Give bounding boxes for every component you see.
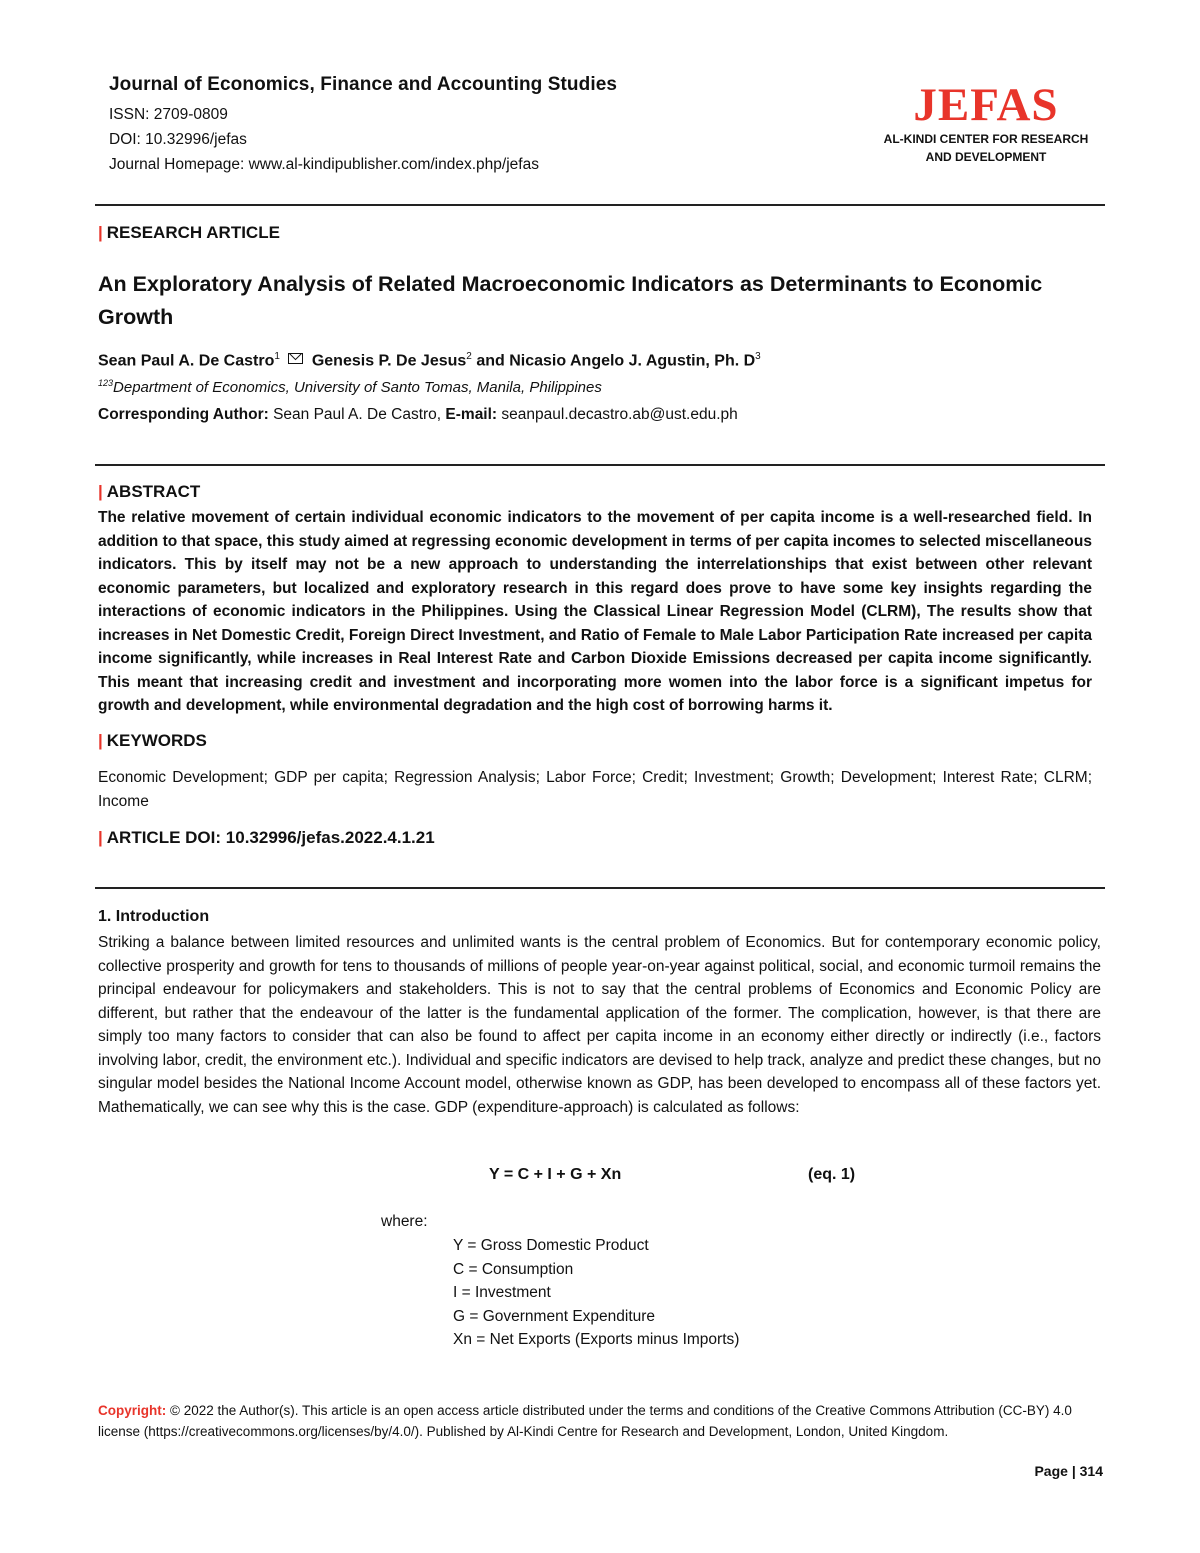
corresp-name: Sean Paul A. De Castro, xyxy=(273,406,442,423)
keywords-text: Economic Development; GDP per capita; Regression Analysis; Labor Force; Credit; Investment; Growth; Development; Interest Rate; CLRM; Income xyxy=(98,769,1092,810)
affiliation-sup: 123 xyxy=(98,378,114,388)
introduction-text: Striking a balance between limited resources and unlimited wants is the central problem of Economics. But for contemporary economic policy, collective prosperity and growth for tens to thousands of millions of people year-on-year against political, social, and economic turmoil remains the principal endeavour for policymakers and stakeholders. This is not to say that the central problems of Economics and Economic Policy are different, but rather that the endeavour of the latter is the fundamental application of the former. The complication, however, is that there are simply too many factors to consider that can also be found to affect per capita income in an economy either directly or indirectly (i.e., factors involving labor, credit, the environment etc.). Individual and specific indicators are devised to help track, analyze and predict these changes, but no singular model besides the National Income Account model, otherwise known as GDP, has been developed to encompass all of these factors yet. Mathematically, we can see why this is the case. GDP (expenditure-approach) is calculated as follows: xyxy=(98,934,1101,1116)
journal-name: Journal of Economics, Finance and Accounting Studies xyxy=(109,74,618,95)
copyright-label: Copyright: xyxy=(98,1403,167,1418)
brand-sub-1: AL-KINDI CENTER FOR RESEARCH xyxy=(883,132,1089,146)
email-label: E-mail: xyxy=(445,406,498,423)
where-label: where: xyxy=(381,1213,428,1230)
abstract-label: ABSTRACT xyxy=(106,482,201,501)
article-type-label: RESEARCH ARTICLE xyxy=(106,223,280,242)
publisher-logo xyxy=(870,80,1102,166)
keywords-label: KEYWORDS xyxy=(106,731,207,750)
definition-item: C = Consumption xyxy=(453,1260,574,1278)
keywords-heading: | KEYWORDS xyxy=(98,731,207,750)
article-type: | RESEARCH ARTICLE xyxy=(98,223,280,242)
article-doi-label: ARTICLE DOI: xyxy=(106,828,222,847)
body-divider xyxy=(95,887,1105,889)
author-1: Sean Paul A. De Castro xyxy=(98,352,275,370)
definition-item: G = Government Expenditure xyxy=(453,1307,656,1325)
journal-homepage xyxy=(109,152,617,177)
header-divider xyxy=(95,204,1105,206)
definition-item: I = Investment xyxy=(453,1284,551,1301)
author-2: Genesis P. De Jesus xyxy=(311,352,467,370)
issn: ISSN: 2709-0809 xyxy=(109,106,228,123)
introduction-heading: 1. Introduction xyxy=(98,908,210,925)
email-link[interactable]: seanpaul.decastro.ab@ust.edu.ph xyxy=(501,406,738,423)
corresp-label: Corresponding Author: xyxy=(98,406,269,423)
journal-doi: DOI: 10.32996/jefas xyxy=(109,131,247,148)
author-and: and xyxy=(476,352,505,370)
mail-icon xyxy=(288,353,303,364)
corresponding-author xyxy=(98,406,738,424)
abstract-divider xyxy=(95,464,1105,466)
author-3: Nicasio Angelo J. Agustin, Ph. D xyxy=(509,352,756,370)
abstract-heading: | ABSTRACT xyxy=(98,482,201,501)
paper-title: An Exploratory Analysis of Related Macroeconomic Indicators as Determinants to Economic Growth xyxy=(98,272,1043,329)
brand-sub-2: AND DEVELOPMENT xyxy=(925,150,1047,164)
affiliation-text: Department of Economics, University of Santo Tomas, Manila, Philippines xyxy=(113,379,602,396)
author-2-sup: 2 xyxy=(466,351,472,362)
brand-logo: JEFAS xyxy=(913,79,1059,131)
copyright-notice xyxy=(98,1400,1103,1442)
affiliation xyxy=(98,378,602,396)
homepage-link[interactable]: www.al-kindipublisher.com/index.php/jefas xyxy=(248,156,539,173)
author-1-sup: 1 xyxy=(274,351,280,362)
equation-label: (eq. 1) xyxy=(808,1166,856,1183)
abstract-text: The relative movement of certain individual economic indicators to the movement of per capita income is a well-researched field. In addition to that space, this study aimed at regressing economic development in terms of per capita incomes to selected miscellaneous indicators. This by itself may not be a new approach to understanding the interrelationships that exist between other relevant economic parameters, but localized and exploratory research in this regard does prove to have some key insights regarding the interactions of economic indicators in the Philippines. Using the Classical Linear Regression Model (CLRM), The results show that increases in Net Domestic Credit, Foreign Direct Investment, and Ratio of Female to Male Labor Participation Rate increased per capita income significantly, while increases in Real Interest Rate and Carbon Dioxide Emissions decreased per capita income significantly. This meant that increasing credit and investment and incorporating more women into the labor force is a significant impetus for growth and development, while environmental degradation and the high cost of borrowing harms it. xyxy=(98,509,1092,714)
homepage-label: Journal Homepage: xyxy=(109,156,245,173)
author-list xyxy=(98,351,761,370)
definition-item: Xn = Net Exports (Exports minus Imports) xyxy=(453,1331,740,1348)
copyright-text: © 2022 the Author(s). This article is an open access article distributed under the terms and conditions of the Creative Commons Attribution (CC-BY) 4.0 license (https://creativecommons.org/licenses/by/4.0/). Published by Al-Kindi Centre for Research and Development, London, United Kingdom. xyxy=(98,1403,1072,1439)
definition-item: Y = Gross Domestic Product xyxy=(453,1237,649,1254)
article-doi-value[interactable]: 10.32996/jefas.2022.4.1.21 xyxy=(225,828,435,847)
article-doi: | ARTICLE DOI: 10.32996/jefas.2022.4.1.21 xyxy=(98,828,435,847)
page-number: Page | 314 xyxy=(1034,1463,1103,1479)
journal-header xyxy=(109,74,617,177)
equation: Y = C + I + G + Xn xyxy=(489,1166,622,1183)
definitions-list xyxy=(453,1234,739,1352)
author-3-sup: 3 xyxy=(755,351,761,362)
